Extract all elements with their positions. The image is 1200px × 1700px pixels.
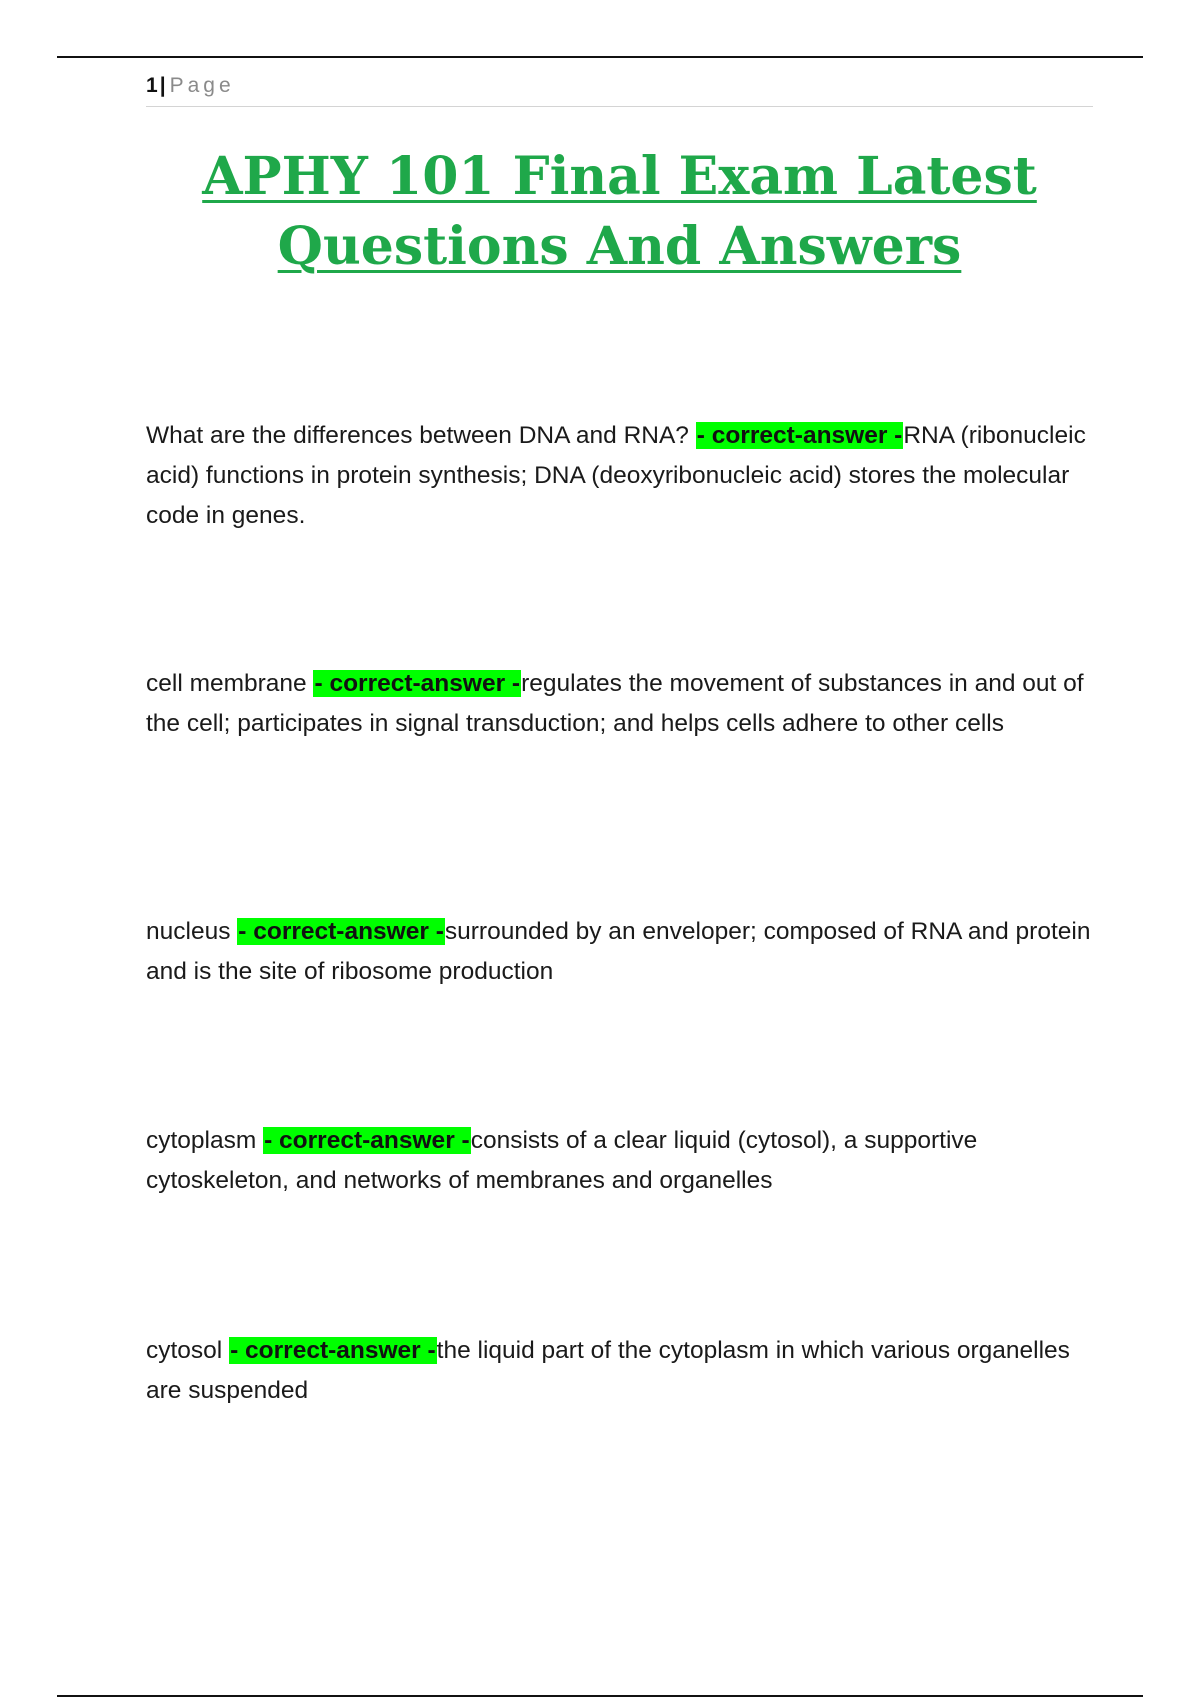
qa-answer: regulates the movement of substances in and out of the cell; participates in signal transduction; and helps cells adhere to other cells [146, 670, 1084, 737]
page-label: Page [169, 74, 235, 97]
qa-term: What are the differences between DNA and RNA? [146, 422, 696, 449]
qa-answer: consists of a clear liquid (cytosol), a supportive cytoskeleton, and networks of membranes and organelles [146, 1127, 978, 1194]
qa-item-5 [146, 1331, 1091, 1411]
document-title [146, 142, 1093, 282]
correct-answer-marker: - correct-answer - [238, 918, 444, 945]
qa-item-4 [146, 1121, 1091, 1201]
page-number: 1 [146, 74, 158, 97]
qa-item-3 [146, 912, 1091, 992]
page-separator: | [159, 74, 166, 97]
qa-answer: RNA (ribonucleic acid) functions in protein synthesis; DNA (deoxyribonucleic acid) stores the molecular code in genes. [146, 422, 1086, 529]
top-rule [57, 56, 1143, 58]
qa-term: cytosol [146, 1337, 230, 1364]
title-line-1: APHY 101 Final Exam Latest [202, 146, 1037, 207]
correct-answer-marker: - correct-answer - [314, 670, 521, 697]
correct-answer-marker: - correct-answer - [264, 1127, 470, 1154]
correct-answer-marker: - correct-answer - [696, 422, 903, 449]
qa-item-1 [146, 416, 1091, 536]
bottom-rule [57, 1695, 1143, 1697]
page-header [146, 74, 1093, 107]
qa-item-2 [146, 664, 1091, 744]
correct-answer-marker: - correct-answer - [230, 1337, 436, 1364]
qa-answer: the liquid part of the cytoplasm in which various organelles are suspended [146, 1337, 1070, 1404]
qa-answer: surrounded by an enveloper; composed of RNA and protein and is the site of ribosome production [146, 918, 1091, 985]
qa-term: nucleus [146, 918, 238, 945]
qa-term: cell membrane [146, 670, 314, 697]
qa-term: cytoplasm [146, 1127, 264, 1154]
title-line-2: Questions And Answers [277, 216, 962, 277]
